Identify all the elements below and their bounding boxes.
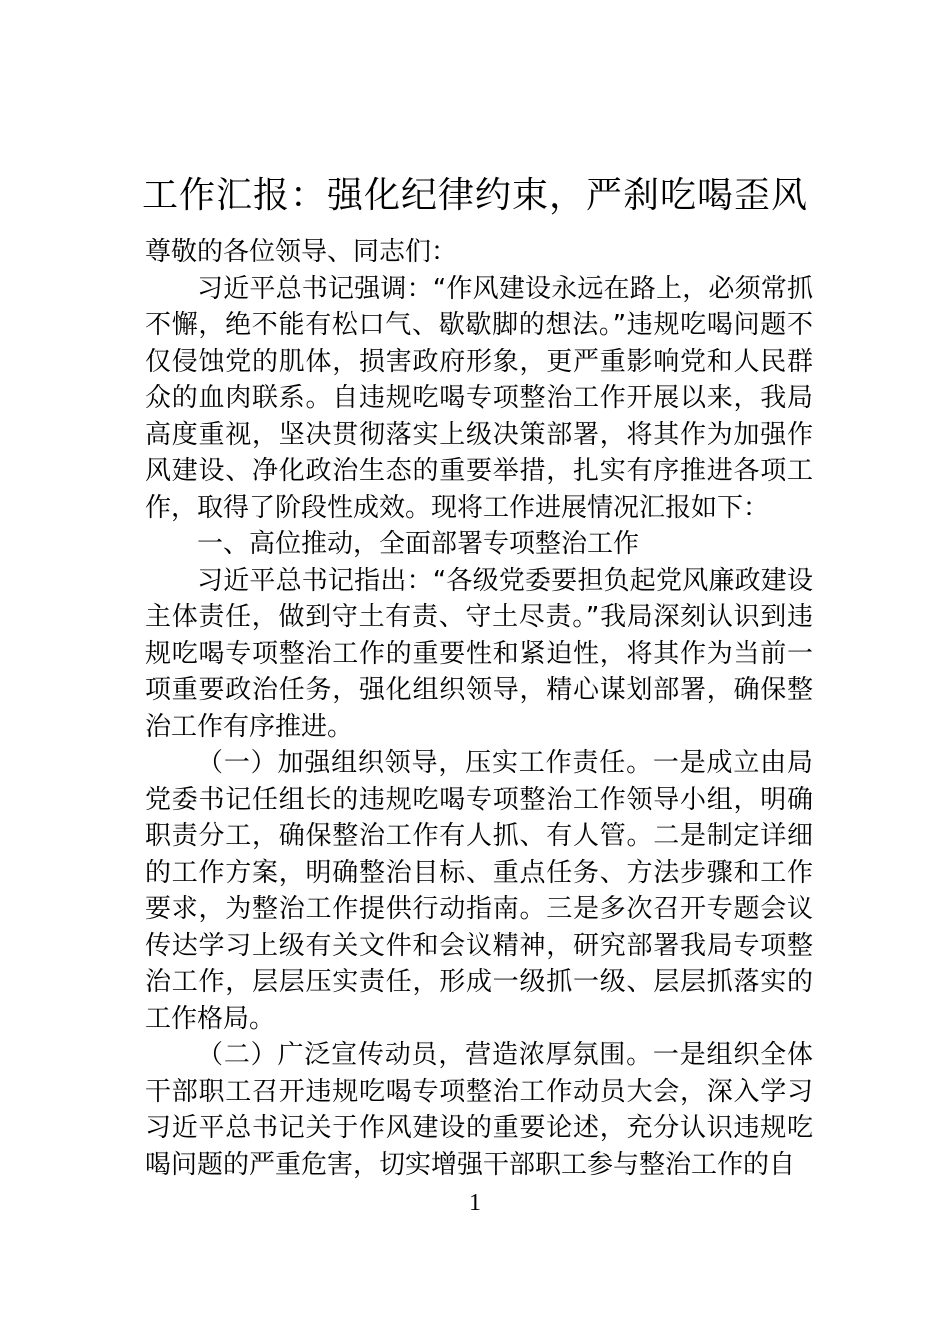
paragraph-subsection-2: （二）广泛宣传动员，营造浓厚氛围。一是组织全体干部职工召开违规吃喝专项整治工作动员大会，深入学习习近平总书记关于作风建设的重要论述，充分认识违规吃喝问题的严重危害，切实增强干部职工参与整治工作的自 [145, 1040, 813, 1180]
page-number: 1 [469, 1190, 481, 1216]
section-heading-1: 一、高位推动，全面部署专项整治工作 [197, 529, 640, 559]
paragraph-section-1: 习近平总书记指出：“各级党委要担负起党风廉政建设主体责任，做到守土有责、守土尽责。”我局深刻认识到违规吃喝专项整治工作的重要性和紧迫性，将其作为当前一项重要政治任务，强化组织领导，精心谋划部署，确保整治工作有序推进。 [145, 565, 813, 742]
paragraph-subsection-1: （一）加强组织领导，压实工作责任。一是成立由局党委书记任组长的违规吃喝专项整治工作领导小组，明确职责分工，确保整治工作有人抓、有人管。二是制定详细的工作方案，明确整治目标、重点任务、方法步骤和工作要求，为整治工作提供行动指南。三是多次召开专题会议传达学习上级有关文件和会议精神，研究部署我局专项整治工作，层层压实责任，形成一级抓一级、层层抓落实的工作格局。 [145, 748, 813, 1034]
document-body [145, 234, 813, 1183]
paragraph-intro: 习近平总书记强调：“作风建设永远在路上，必须常抓不懈，绝不能有松口气、歇歇脚的想法。”违规吃喝问题不仅侵蚀党的肌体，损害政府形象，更严重影响党和人民群众的血肉联系。自违规吃喝专项整治工作开展以来，我局高度重视，坚决贯彻落实上级决策部署，将其作为加强作风建设、净化政治生态的重要举措，扎实有序推进各项工作，取得了阶段性成效。现将工作进展情况汇报如下： [145, 273, 813, 523]
document-title: 工作汇报：强化纪律约束，严刹吃喝歪风 [141, 175, 808, 216]
salutation: 尊敬的各位领导、同志们： [145, 237, 458, 267]
